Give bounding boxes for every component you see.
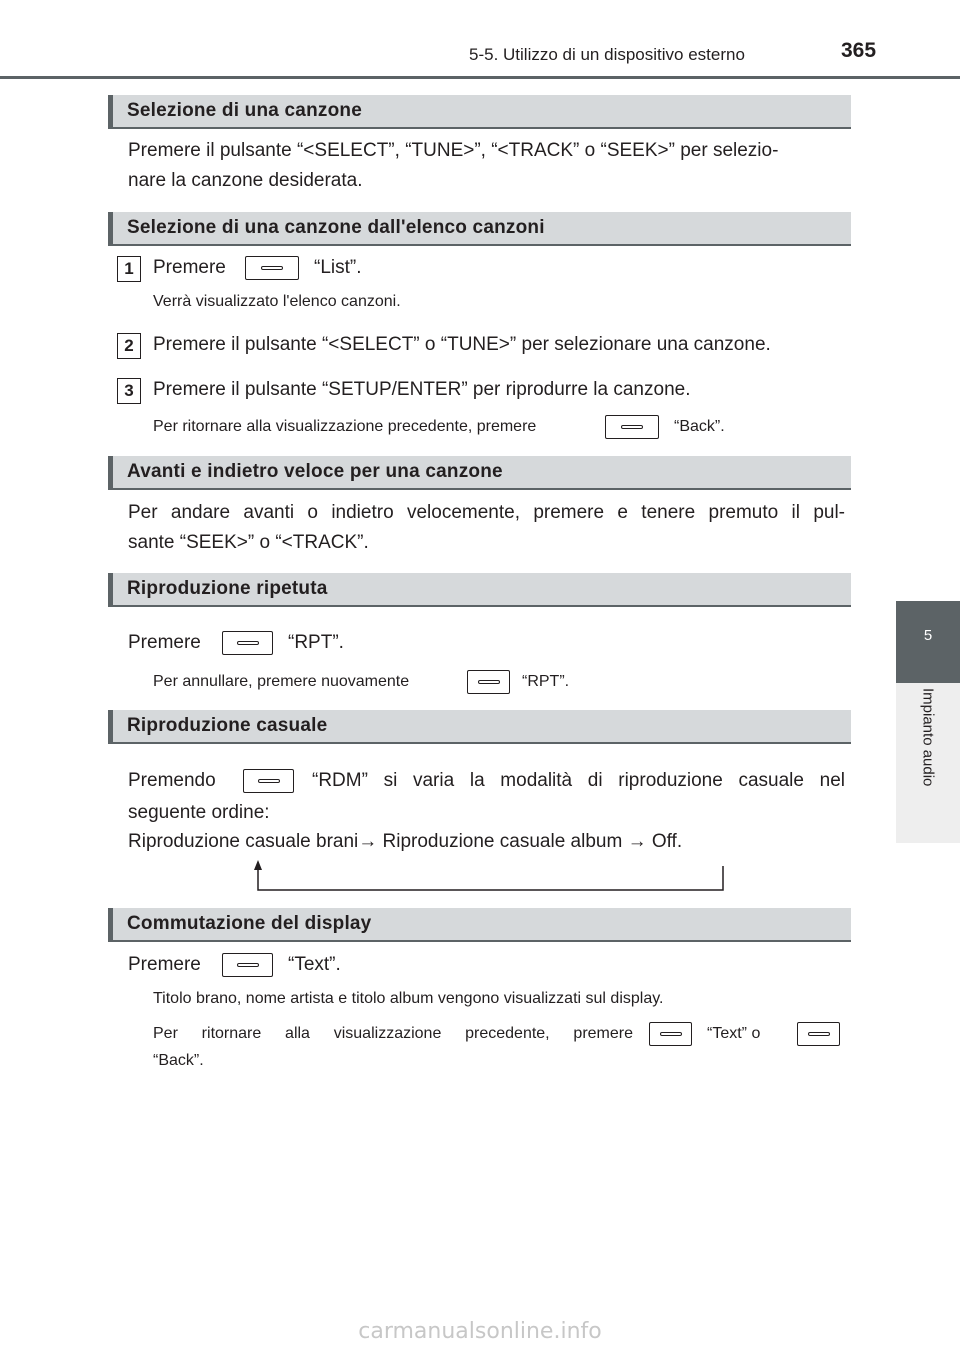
step-note: Per ritornare alla visualizzazione precedente, premere	[153, 418, 537, 435]
body-text-before: Premendo	[128, 770, 216, 791]
section-header	[108, 456, 851, 490]
chapter-tab	[896, 601, 960, 683]
step-number: 1	[117, 256, 141, 282]
section-title: Selezione di una canzone	[127, 100, 362, 121]
section-title: Avanti e indietro veloce per una canzone	[127, 461, 503, 482]
step-text-after: “List”.	[314, 257, 362, 278]
body-text-before: Premere	[128, 954, 201, 975]
body-text: Per andare avanti o indietro velocemente, premere e tenere premuto il pul-	[128, 502, 845, 523]
watermark: carmanualsonline.info	[358, 1319, 602, 1344]
body-text-after: “RPT”.	[288, 632, 344, 653]
page-number: 365	[841, 39, 877, 62]
rpt-button-icon	[222, 631, 273, 655]
step-number: 3	[117, 378, 141, 404]
text-button-icon	[649, 1022, 692, 1046]
back-button-icon	[797, 1022, 840, 1046]
sequence-text: Riproduzione casuale brani→ Riproduzione casuale album → Off.	[128, 831, 683, 852]
back-button-icon	[605, 415, 659, 439]
step-note-after: “Back”.	[674, 418, 725, 435]
step-text: Premere il pulsante “SETUP/ENTER” per riprodurre la canzone.	[153, 379, 691, 400]
body-text: sante “SEEK>” o “<TRACK”.	[128, 532, 369, 553]
section-header	[108, 710, 851, 744]
body-note: Per ritornare alla visualizzazione precedente, premere	[153, 1025, 633, 1042]
section-header	[108, 212, 851, 246]
body-text-before: Premere	[128, 632, 201, 653]
header-rule	[0, 76, 960, 79]
step-number: 2	[117, 333, 141, 359]
rpt-button-icon	[467, 670, 510, 694]
body-note-mid: “Text” o	[707, 1025, 761, 1042]
rdm-button-icon	[243, 769, 294, 793]
body-note: Titolo brano, nome artista e titolo album vengono visualizzati sul display.	[153, 990, 664, 1007]
body-note: Per annullare, premere nuovamente	[153, 673, 410, 690]
list-button-icon	[245, 256, 299, 280]
body-note-after: “RPT”.	[522, 673, 570, 690]
section-header	[108, 908, 851, 942]
text-button-icon	[222, 953, 273, 977]
section-title: Selezione di una canzone dall'elenco canzoni	[127, 217, 545, 238]
body-text-after: “Text”.	[288, 954, 341, 975]
step-text: Premere il pulsante “<SELECT” o “TUNE>” per selezionare una canzone.	[153, 334, 771, 355]
section-title: Riproduzione casuale	[127, 715, 328, 736]
chapter-label: Impianto audio	[919, 688, 937, 787]
body-text: nare la canzone desiderata.	[128, 170, 363, 191]
header-title: 5-5. Utilizzo di un dispositivo esterno	[469, 45, 745, 64]
body-text: Premere il pulsante “<SELECT”, “TUNE>”, “<TRACK” o “SEEK>” per selezio-	[128, 140, 779, 161]
section-title: Commutazione del display	[127, 913, 372, 934]
body-text-after: “RDM” si varia la modalità di riproduzione casuale nel	[312, 770, 845, 791]
loop-arrow	[250, 860, 730, 896]
step-note: Verrà visualizzato l'elenco canzoni.	[153, 293, 401, 310]
section-header	[108, 573, 851, 607]
section-header	[108, 95, 851, 129]
chapter-number: 5	[923, 627, 933, 644]
body-note-after: “Back”.	[153, 1052, 204, 1069]
body-text: seguente ordine:	[128, 802, 270, 823]
section-title: Riproduzione ripetuta	[127, 578, 328, 599]
step-text-before: Premere	[153, 257, 226, 278]
